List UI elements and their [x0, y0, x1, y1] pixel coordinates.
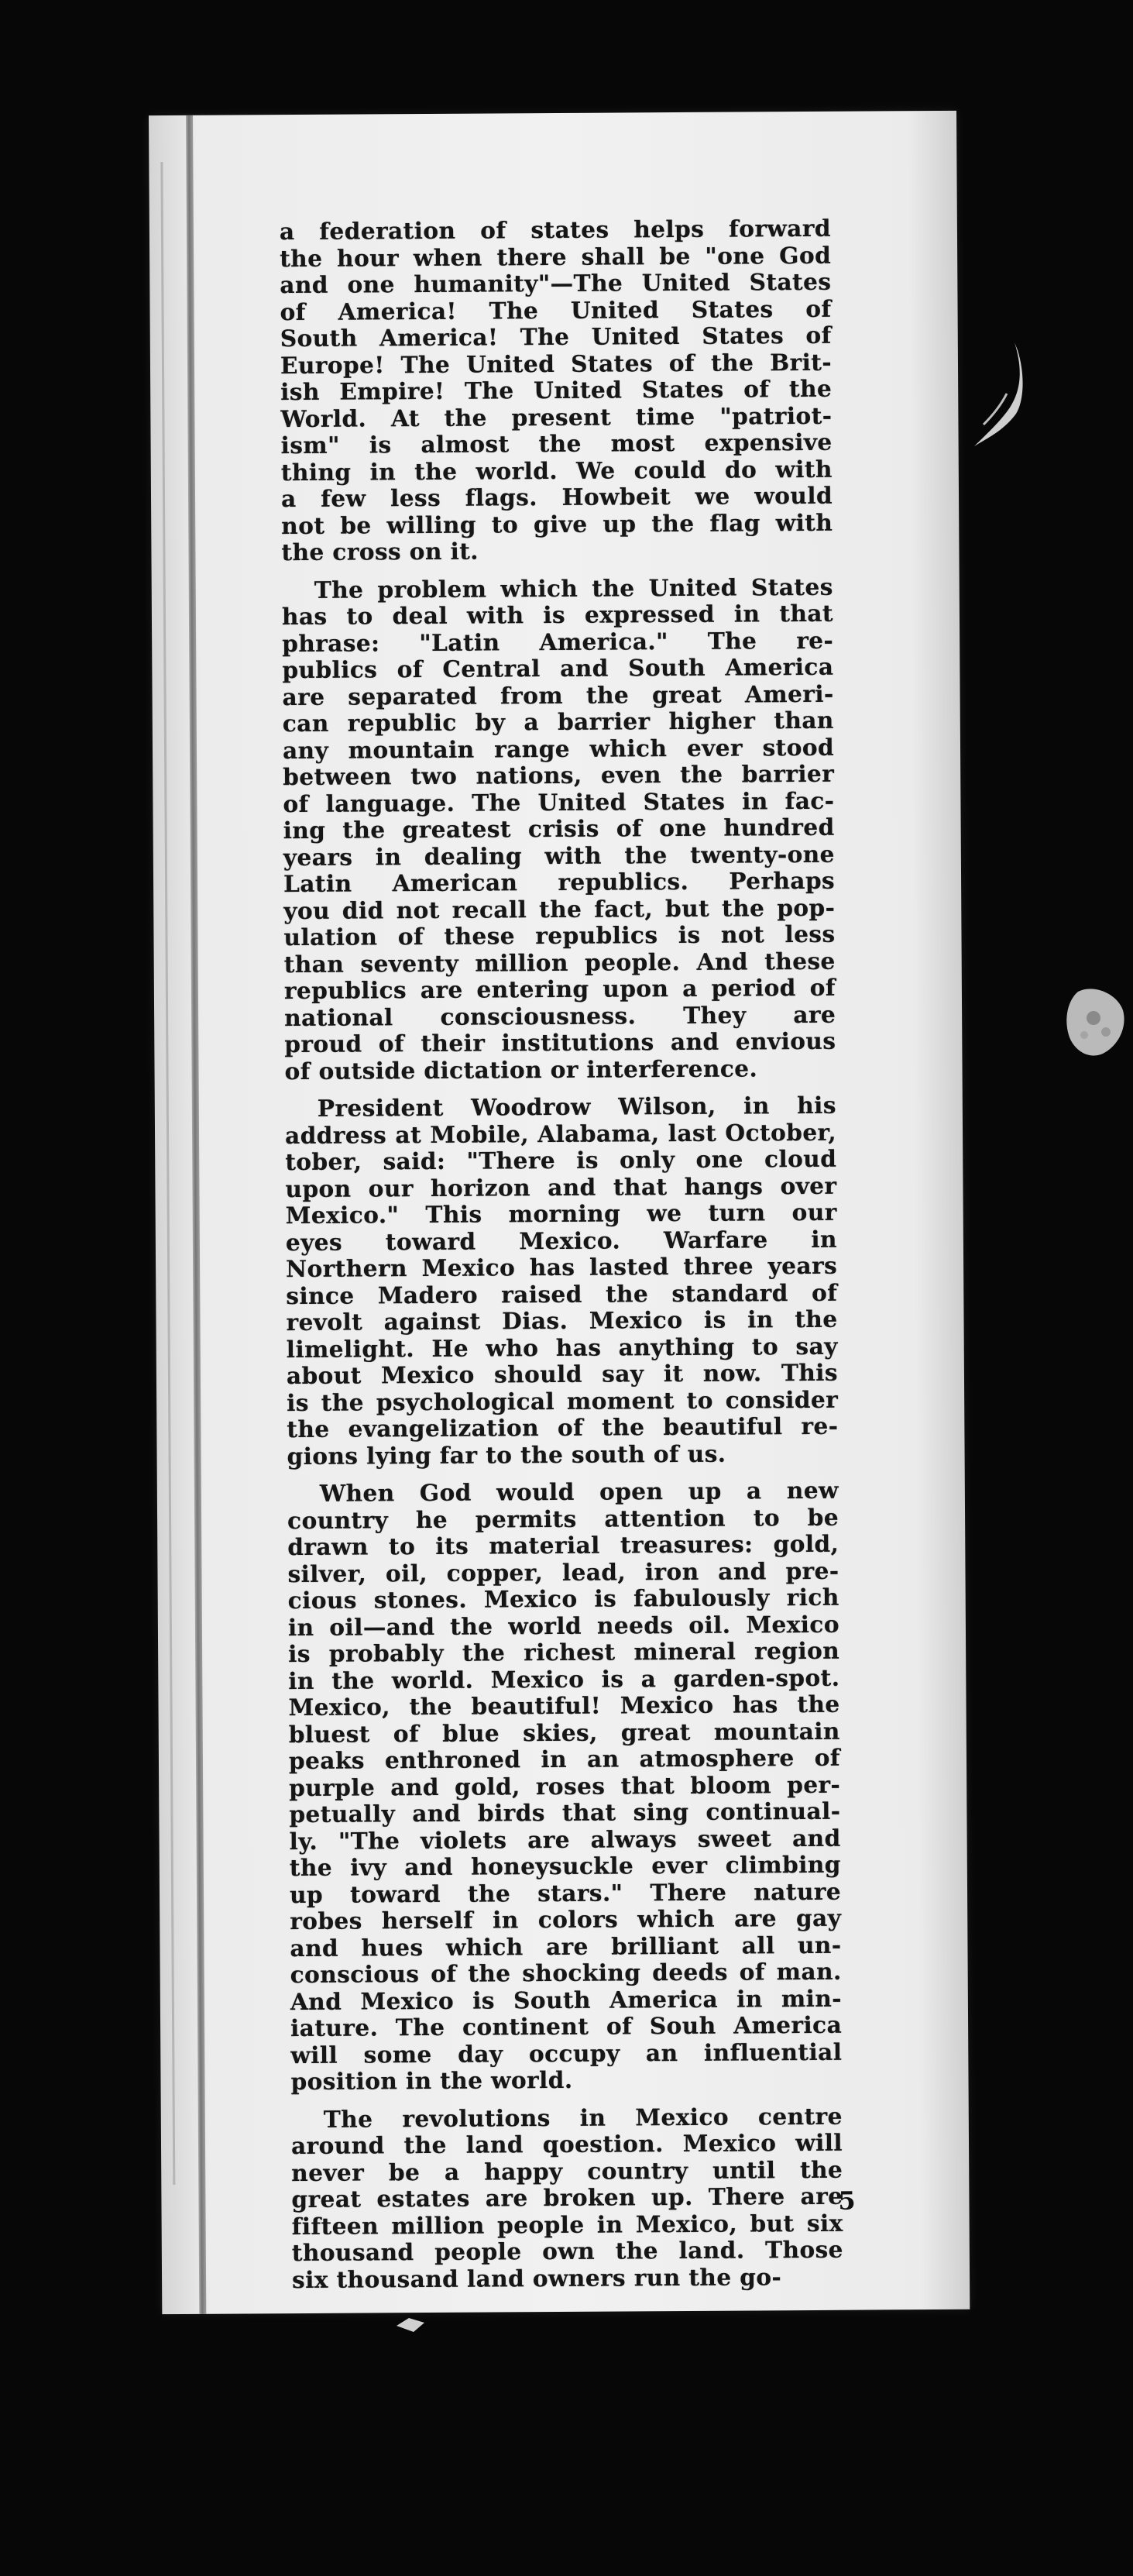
- text-line: years in dealing with the twenty-one: [283, 840, 835, 871]
- text-line: The problem which the United States: [314, 573, 833, 604]
- text-line: proud of their institutions and envious: [284, 1027, 836, 1058]
- text-line: about Mexico should say it now. This: [286, 1358, 839, 1390]
- text-line: great estates are broken up. There are: [291, 2182, 843, 2213]
- text-line: Mexico." This morning we turn our: [285, 1198, 837, 1230]
- text-line: peaks enthroned in an atmosphere of: [288, 1743, 841, 1775]
- text-line: a few less flags. Howbeit we would: [280, 481, 833, 513]
- text-line: you did not recall the fact, but the pop-: [283, 893, 836, 924]
- text-line: six thousand land owners run the go-: [291, 2262, 782, 2293]
- page-left-edge-shadow: [186, 115, 206, 2314]
- page-binding-line: [160, 162, 175, 2185]
- text-line: publics of Central and South America: [282, 652, 834, 684]
- article-text-column: [280, 215, 843, 2304]
- text-line: bluest of blue skies, great mountain: [288, 1717, 840, 1748]
- text-line: around the land qoestion. Mexico will: [290, 2128, 843, 2160]
- text-line: ly. "The violets are always sweet and: [289, 1824, 841, 1855]
- text-line: of language. The United States in fac-: [283, 786, 835, 817]
- text-line: eyes toward Mexico. Warfare in: [285, 1225, 837, 1256]
- text-line: than seventy million people. And these: [283, 947, 836, 978]
- text-line: the hour when there shall be "one God: [280, 241, 832, 272]
- text-line: Latin American republics. Perhaps: [283, 866, 836, 898]
- text-line: cious stones. Mexico is fabulously rich: [287, 1583, 839, 1615]
- text-line: country he permits attention to be: [287, 1503, 839, 1534]
- text-line: drawn to its material treasures: gold,: [287, 1529, 839, 1561]
- text-line: When God would open up a new: [319, 1476, 839, 1507]
- document-page: [149, 111, 970, 2314]
- text-line: silver, oil, copper, lead, iron and pre-: [287, 1556, 839, 1587]
- text-line: is probably the richest mineral region: [288, 1636, 840, 1668]
- text-line: Mexico, the beautiful! Mexico has the: [288, 1690, 840, 1721]
- article-paragraph: [285, 1092, 839, 1470]
- text-line: ism" is almost the most expensive: [280, 428, 833, 459]
- article-paragraph: [287, 1477, 843, 2096]
- text-line: in oil—and the world needs oil. Mexico: [287, 1610, 840, 1641]
- text-line: never be a happy country until the: [291, 2155, 843, 2186]
- text-line: revolt against Dias. Mexico is in the: [286, 1305, 838, 1336]
- text-line: national consciousness. They are: [284, 1000, 836, 1031]
- text-line: robes herself in colors which are gay: [290, 1904, 842, 1935]
- text-line: Europe! The United States of the Brit-: [280, 348, 833, 379]
- text-line: And Mexico is South America in min-: [290, 1984, 842, 2015]
- text-line: tober, said: "There is only one cloud: [285, 1144, 837, 1176]
- text-line: iature. The continent of Souh America: [290, 2010, 843, 2042]
- text-line: between two nations, even the barrier: [283, 759, 835, 791]
- text-line: are separated from the great Ameri-: [282, 679, 834, 710]
- text-line: any mountain range which ever stood: [282, 733, 835, 764]
- text-line: the cross on it.: [281, 537, 479, 566]
- text-line: limelight. He who has anything to say: [286, 1332, 838, 1363]
- text-line: not be willing to give up the flag with: [281, 508, 833, 539]
- text-line: purple and gold, roses that bloom per-: [289, 1770, 841, 1801]
- text-line: a federation of states helps forward: [279, 214, 832, 246]
- text-line: is the psychological moment to consider: [287, 1385, 839, 1416]
- text-line: ulation of these republics is not less: [283, 920, 836, 951]
- text-line: The revolutions in Mexico centre: [323, 2102, 843, 2133]
- text-line: in the world. Mexico is a garden-spot.: [288, 1663, 840, 1694]
- text-line: South America! The United States of: [280, 321, 832, 353]
- article-paragraph: [282, 573, 836, 1085]
- text-line: gions lying far to the south of us.: [287, 1439, 726, 1470]
- film-dust-blotch: [1063, 984, 1128, 1061]
- text-line: since Madero raised the standard of: [286, 1278, 838, 1309]
- text-line: of outside dictation or interference.: [284, 1054, 758, 1085]
- page-number: 5: [838, 2186, 856, 2216]
- text-line: conscious of the shocking deeds of man.: [290, 1957, 842, 1989]
- text-line: fifteen million people in Mexico, but six: [291, 2209, 843, 2240]
- text-line: republics are entering upon a period of: [283, 973, 836, 1005]
- text-line: ish Empire! The United States of the: [280, 374, 833, 406]
- text-line: up toward the stars." There nature: [289, 1877, 842, 1908]
- text-line: ing the greatest crisis of one hundred: [283, 813, 835, 844]
- film-dust-speck: [395, 2315, 426, 2334]
- text-line: thousand people own the land. Those: [291, 2235, 843, 2267]
- text-line: can republic by a barrier higher than: [282, 706, 834, 738]
- text-line: of America! The United States of: [280, 294, 832, 325]
- text-line: President Woodrow Wilson, in his: [317, 1091, 836, 1122]
- text-line: and one humanity"—The United States: [280, 267, 832, 299]
- text-line: phrase: "Latin America." The re-: [282, 626, 834, 657]
- text-line: petually and birds that sing continual-: [289, 1797, 841, 1828]
- text-line: the ivy and honeysuckle ever climbing: [289, 1850, 841, 1882]
- text-line: address at Mobile, Alabama, last October,: [284, 1118, 837, 1149]
- text-line: position in the world.: [290, 2065, 573, 2096]
- text-line: has to deal with is expressed in that: [281, 599, 834, 631]
- article-paragraph: [280, 215, 833, 566]
- text-line: World. At the present time "patriot-: [280, 401, 833, 432]
- text-line: upon our horizon and that hangs over: [285, 1171, 837, 1202]
- film-scratch-mark: [970, 339, 1025, 463]
- text-line: and hues which are brilliant all un-: [290, 1931, 842, 1962]
- text-line: will some day occupy an influential: [290, 2038, 843, 2069]
- article-paragraph: [291, 2103, 843, 2293]
- text-line: the evangelization of the beautiful re-: [287, 1412, 839, 1443]
- text-line: thing in the world. We could do with: [280, 455, 833, 486]
- text-line: Northern Mexico has lasted three years: [285, 1251, 838, 1283]
